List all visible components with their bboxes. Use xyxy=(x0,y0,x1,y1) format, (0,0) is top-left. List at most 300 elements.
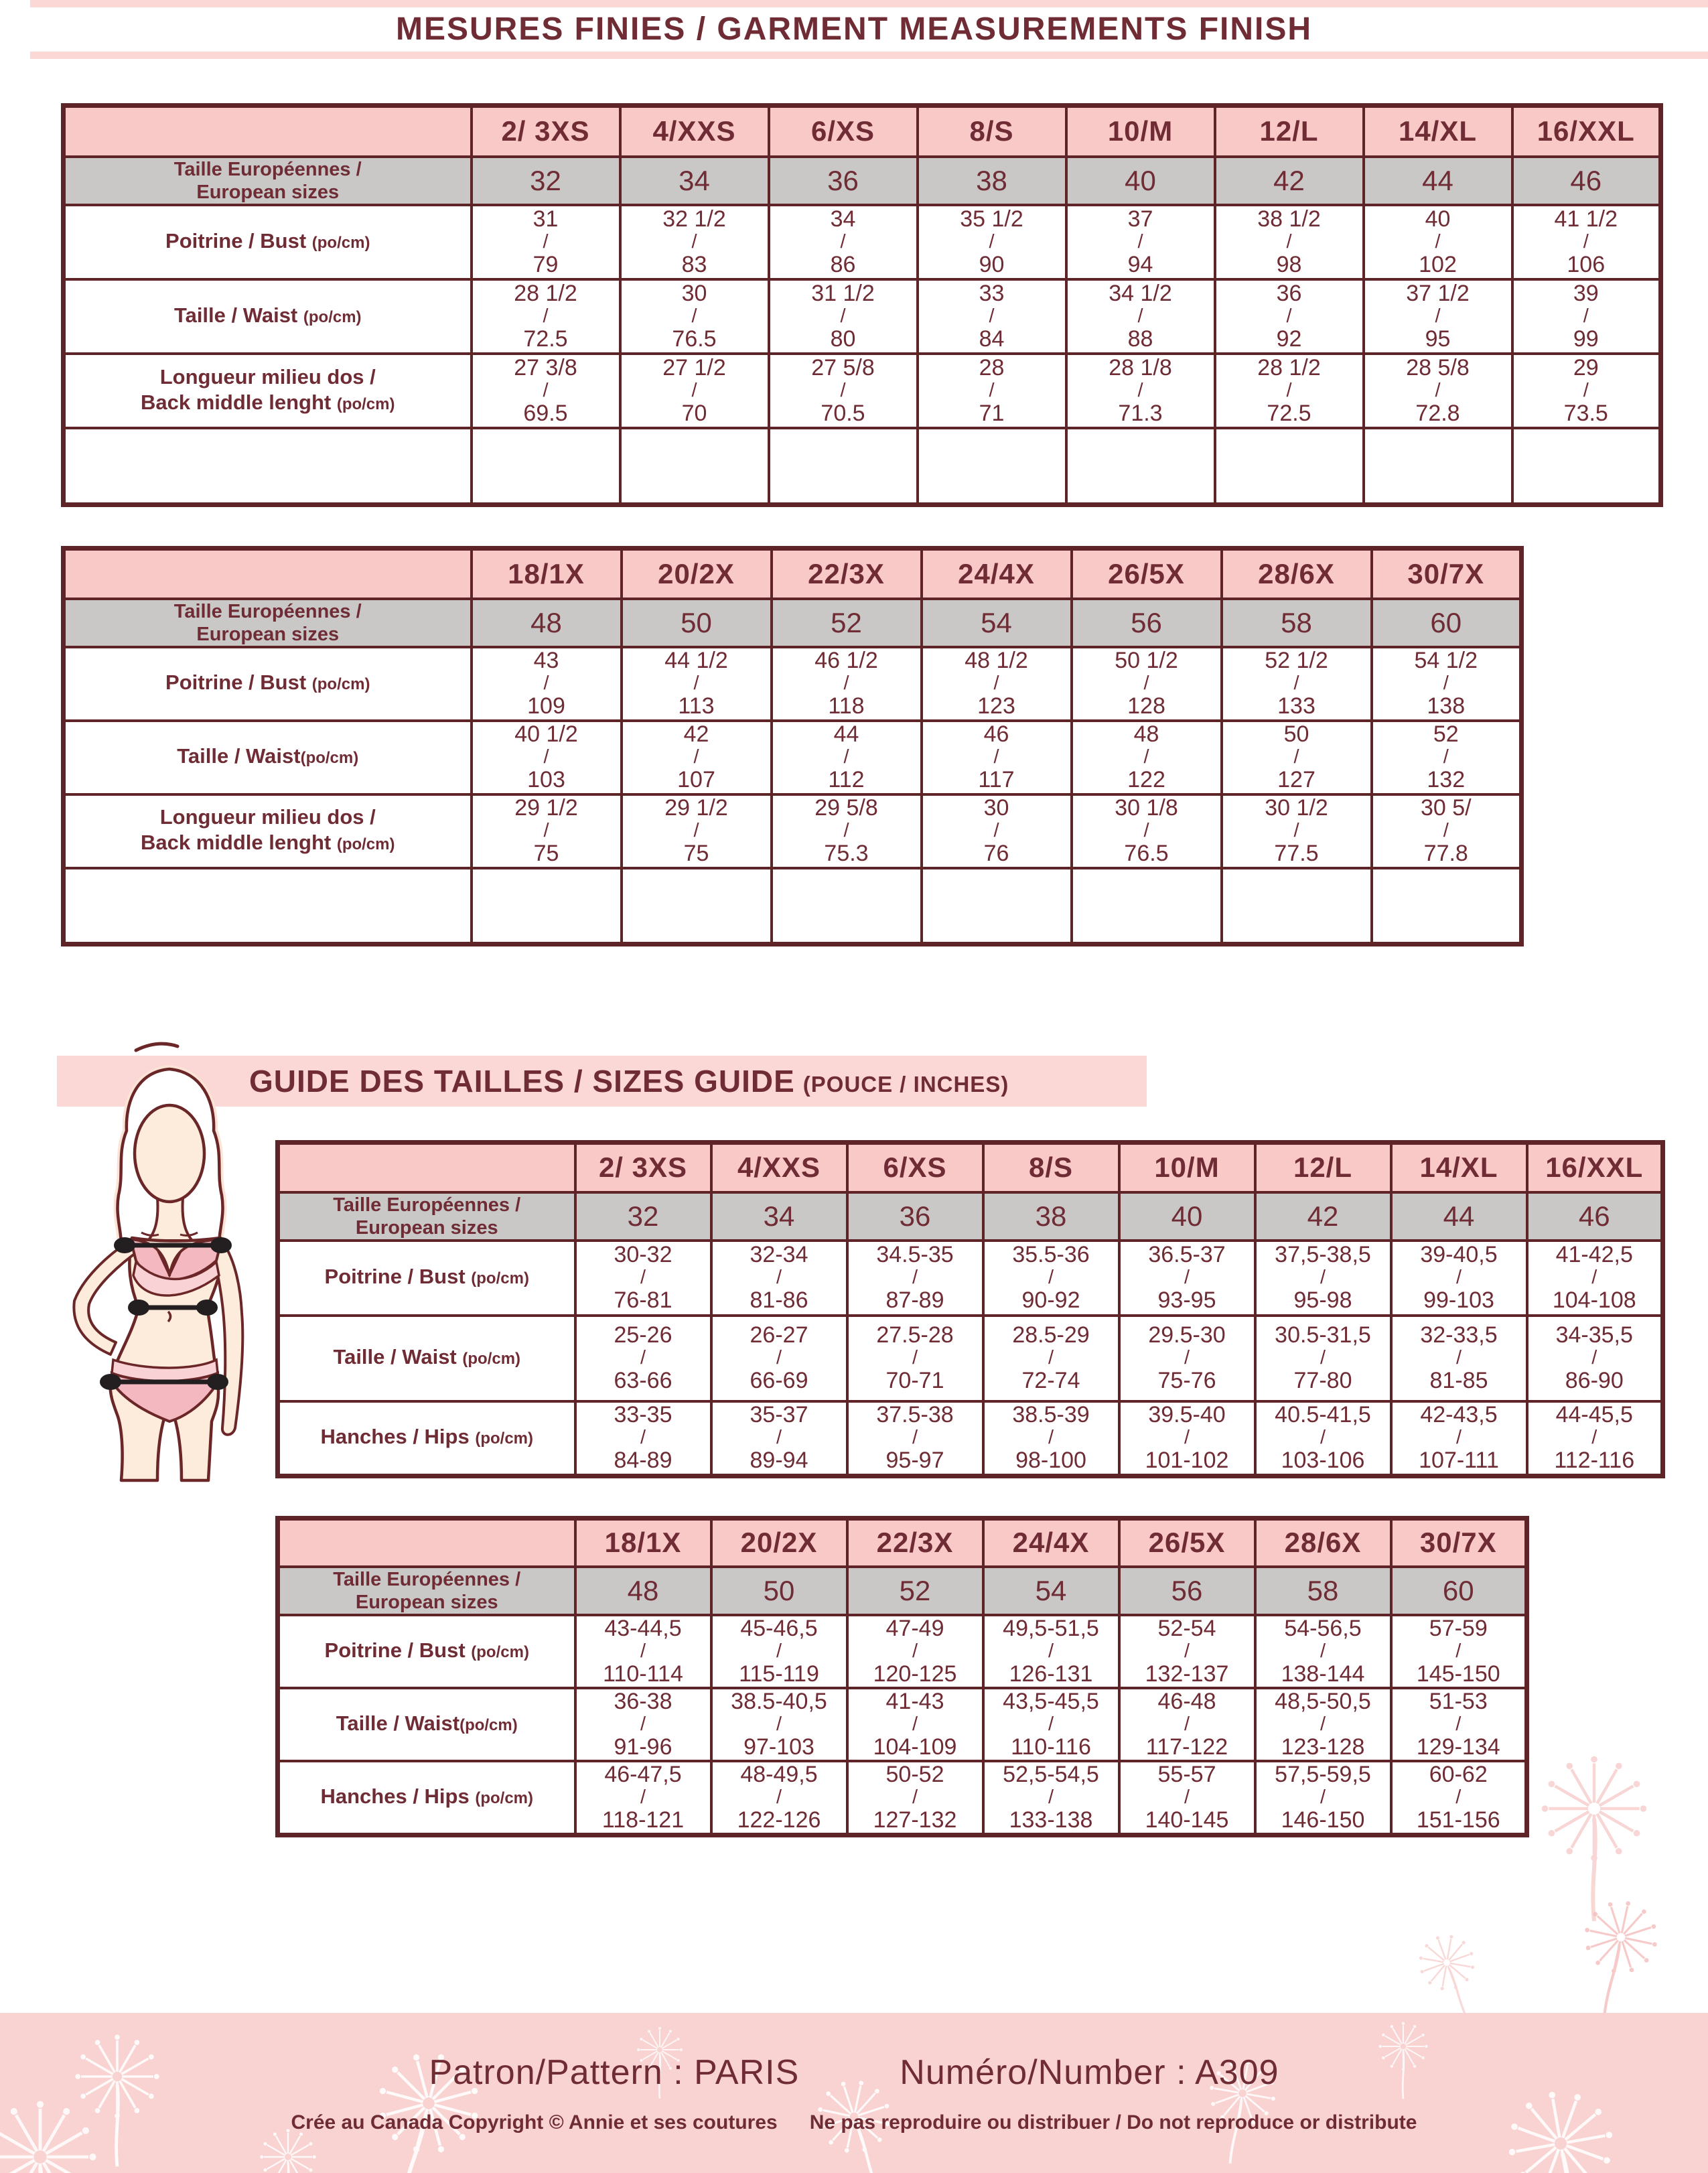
measure-inches: 55-57 xyxy=(1157,1761,1216,1787)
measure-inches: 38.5-39 xyxy=(1012,1402,1090,1428)
measurement-cell xyxy=(769,279,918,354)
fraction-slash: / xyxy=(640,1347,646,1369)
measure-cm: 133 xyxy=(1277,693,1315,719)
measure-cm: 97-103 xyxy=(743,1734,814,1760)
fraction-slash: / xyxy=(640,1713,646,1735)
euro-label-line: European sizes xyxy=(355,1216,498,1239)
euro-size-cell: 58 xyxy=(1255,1567,1391,1615)
measure-cm: 75 xyxy=(683,841,709,866)
fraction-slash: / xyxy=(1320,1267,1326,1288)
row-label-line: Longueur milieu dos / xyxy=(159,364,376,389)
measure-cm: 69.5 xyxy=(523,400,568,426)
header-corner-cell xyxy=(278,1143,575,1192)
row-label-line: Taille / Waist(po/cm) xyxy=(336,1711,518,1735)
measurement-cell xyxy=(772,721,922,794)
measurement-cell xyxy=(1512,279,1661,354)
measure-cm: 128 xyxy=(1127,693,1165,719)
fraction-slash: / xyxy=(1286,230,1292,253)
size-header-cell: 10/M xyxy=(1066,106,1215,157)
fraction-slash: / xyxy=(776,1786,782,1808)
fraction-slash: / xyxy=(691,230,697,253)
measurement-cell xyxy=(1066,279,1215,354)
euro-size-cell: 48 xyxy=(575,1567,711,1615)
fraction-slash: / xyxy=(1286,379,1292,401)
size-header-cell: 28/6X xyxy=(1255,1519,1391,1567)
euro-label-cell xyxy=(278,1567,575,1615)
measure-inches: 28 1/8 xyxy=(1109,354,1172,380)
measurement-cell xyxy=(847,1316,983,1401)
size-header-cell: 30/7X xyxy=(1372,549,1522,599)
measure-cm: 127-132 xyxy=(873,1807,957,1833)
row-label-line: Back middle lenght (po/cm) xyxy=(140,390,395,414)
measurement-cell xyxy=(622,794,772,868)
empty-cell xyxy=(1364,428,1512,505)
row-label-line: Poitrine / Bust (po/cm) xyxy=(324,1638,529,1662)
measurement-cell xyxy=(622,647,772,721)
fraction-slash: / xyxy=(1591,1347,1597,1369)
measurement-row xyxy=(278,1688,1527,1761)
empty-cell xyxy=(1215,428,1364,505)
fraction-slash: / xyxy=(1455,1267,1462,1288)
unit-label: (po/cm) xyxy=(336,835,395,853)
row-label-line: Poitrine / Bust (po/cm) xyxy=(165,228,370,253)
empty-cell xyxy=(620,428,769,505)
measurement-cell xyxy=(847,1761,983,1835)
measurement-cell xyxy=(1364,354,1512,428)
fraction-slash: / xyxy=(1184,1347,1190,1369)
measurement-cell xyxy=(472,205,620,279)
measure-inches: 52,5-54,5 xyxy=(1003,1761,1099,1787)
measure-cm: 103-106 xyxy=(1281,1448,1365,1474)
measure-cm: 87-89 xyxy=(885,1287,944,1313)
measure-inches: 29 xyxy=(1573,354,1599,380)
measure-cm: 66-69 xyxy=(750,1368,808,1393)
fraction-slash: / xyxy=(1455,1713,1462,1735)
measure-cm: 132-137 xyxy=(1145,1661,1229,1687)
empty-cell xyxy=(622,868,772,944)
measure-cm: 98-100 xyxy=(1015,1448,1086,1474)
measure-inches: 46 xyxy=(983,721,1009,747)
euro-size-cell: 34 xyxy=(620,157,769,205)
fraction-slash: / xyxy=(693,820,699,841)
unit-label: (po/cm) xyxy=(300,749,359,767)
size-header-cell: 8/S xyxy=(983,1143,1119,1192)
measure-inches: 29 1/2 xyxy=(664,795,728,821)
measurement-cell xyxy=(922,647,1072,721)
row-label-cell xyxy=(278,1316,575,1401)
measure-inches: 31 1/2 xyxy=(811,280,875,306)
euro-size-cell: 42 xyxy=(1255,1192,1391,1241)
fraction-slash: / xyxy=(776,1713,782,1735)
row-label-line: Taille / Waist (po/cm) xyxy=(333,1345,521,1369)
fraction-slash: / xyxy=(693,746,699,768)
measure-cm: 107 xyxy=(677,767,715,792)
size-header-cell: 16/XXL xyxy=(1512,106,1661,157)
measure-inches: 35.5-36 xyxy=(1012,1242,1090,1267)
measurement-cell xyxy=(847,1615,983,1688)
measure-cm: 90 xyxy=(979,251,1005,277)
dandelion-icon xyxy=(1542,1756,1647,1921)
measurement-cell xyxy=(1364,205,1512,279)
fraction-slash: / xyxy=(840,230,846,253)
euro-size-cell: 54 xyxy=(983,1567,1119,1615)
size-header-cell: 6/XS xyxy=(847,1143,983,1192)
measurement-cell xyxy=(1119,1316,1255,1401)
size-header-cell: 6/XS xyxy=(769,106,918,157)
euro-size-cell: 40 xyxy=(1066,157,1215,205)
unit-label: (po/cm) xyxy=(462,1350,521,1368)
row-label-cell xyxy=(278,1761,575,1835)
fraction-slash: / xyxy=(1591,1267,1597,1288)
measure-inches: 31 xyxy=(532,206,559,232)
fraction-slash: / xyxy=(1293,673,1299,694)
measure-cm: 138 xyxy=(1427,693,1466,719)
size-header-cell: 22/3X xyxy=(772,549,922,599)
measure-inches: 48 xyxy=(1133,721,1159,747)
measurement-cell xyxy=(1066,205,1215,279)
measurement-cell xyxy=(983,1316,1119,1401)
fraction-slash: / xyxy=(776,1267,782,1288)
size-header-cell: 22/3X xyxy=(847,1519,983,1567)
measure-cm: 84 xyxy=(979,326,1005,352)
title-underline-bar xyxy=(30,52,1708,59)
fraction-slash: / xyxy=(1048,1640,1054,1662)
euro-size-cell: 38 xyxy=(918,157,1066,205)
euro-size-cell: 50 xyxy=(711,1567,847,1615)
size-header-cell: 16/XXL xyxy=(1527,1143,1663,1192)
measure-cm: 140-145 xyxy=(1145,1807,1229,1833)
measure-cm: 117 xyxy=(978,767,1015,792)
measurement-row xyxy=(64,205,1661,279)
euro-label-line: Taille Européennes / xyxy=(173,600,362,622)
fraction-slash: / xyxy=(1435,230,1441,253)
fraction-slash: / xyxy=(1435,379,1441,401)
measurement-cell xyxy=(918,279,1066,354)
measure-inches: 34.5-35 xyxy=(876,1242,954,1267)
measure-cm: 138-144 xyxy=(1281,1661,1365,1687)
garment-measurements-table-plus-sizes xyxy=(61,546,1524,947)
empty-row xyxy=(64,428,1661,505)
row-label-cell xyxy=(278,1688,575,1761)
measurement-cell xyxy=(575,1761,711,1835)
measure-inches: 41 1/2 xyxy=(1554,206,1618,232)
measure-cm: 92 xyxy=(1276,326,1302,352)
fraction-slash: / xyxy=(1184,1713,1190,1735)
measure-inches: 47-49 xyxy=(885,1615,944,1641)
measurement-cell xyxy=(472,354,620,428)
measurement-cell xyxy=(575,1688,711,1761)
measure-inches: 34-35,5 xyxy=(1555,1322,1633,1348)
measurement-cell xyxy=(1215,279,1364,354)
measurement-cell xyxy=(1391,1688,1527,1761)
measure-cm: 72.5 xyxy=(1267,400,1311,426)
row-label-cell xyxy=(64,794,472,868)
fraction-slash: / xyxy=(1293,820,1299,841)
measurement-cell xyxy=(1364,279,1512,354)
fraction-slash: / xyxy=(1143,746,1149,768)
size-header-cell: 28/6X xyxy=(1222,549,1372,599)
unit-label: (po/cm) xyxy=(475,1429,534,1448)
empty-row xyxy=(64,868,1522,944)
fraction-slash: / xyxy=(912,1640,918,1662)
measurement-cell xyxy=(1119,1241,1255,1316)
euro-size-cell: 60 xyxy=(1391,1567,1527,1615)
measure-cm: 77.8 xyxy=(1423,841,1468,866)
row-label-line: Taille / Waist (po/cm) xyxy=(173,303,362,327)
measure-cm: 99 xyxy=(1573,326,1599,352)
euro-label-cell xyxy=(278,1192,575,1241)
measurement-cell xyxy=(1527,1401,1663,1476)
measurement-cell xyxy=(1512,354,1661,428)
fraction-slash: / xyxy=(912,1427,918,1449)
euro-size-cell: 56 xyxy=(1072,599,1222,647)
measurement-cell xyxy=(1372,721,1522,794)
fraction-slash: / xyxy=(640,1427,646,1449)
measurement-row xyxy=(64,647,1522,721)
size-header-cell: 12/L xyxy=(1215,106,1364,157)
measure-inches: 33-35 xyxy=(614,1402,672,1428)
measurement-cell xyxy=(922,721,1072,794)
euro-label-line: European sizes xyxy=(196,623,340,645)
measure-cm: 123-128 xyxy=(1281,1734,1365,1760)
measure-inches: 34 xyxy=(830,206,856,232)
measure-cm: 123 xyxy=(977,693,1015,719)
header-corner-cell xyxy=(278,1519,575,1567)
measure-cm: 132 xyxy=(1427,767,1466,792)
fraction-slash: / xyxy=(1455,1786,1462,1808)
measure-cm: 79 xyxy=(532,251,559,277)
measure-inches: 42-43,5 xyxy=(1420,1402,1498,1428)
unit-label: (po/cm) xyxy=(471,1642,529,1661)
measurement-cell xyxy=(575,1241,711,1316)
measure-cm: 83 xyxy=(681,251,707,277)
measure-cm: 145-150 xyxy=(1416,1661,1500,1687)
euro-size-cell: 44 xyxy=(1391,1192,1527,1241)
measure-cm: 118 xyxy=(828,693,865,719)
size-header-cell: 8/S xyxy=(918,106,1066,157)
measure-inches: 50 1/2 xyxy=(1115,648,1178,673)
size-header-cell: 20/2X xyxy=(622,549,772,599)
empty-cell xyxy=(769,428,918,505)
measure-inches: 36-38 xyxy=(614,1688,672,1714)
measurement-cell xyxy=(1255,1241,1391,1316)
measure-cm: 129-134 xyxy=(1416,1734,1500,1760)
empty-cell xyxy=(918,428,1066,505)
fraction-slash: / xyxy=(1184,1267,1190,1288)
fraction-slash: / xyxy=(843,820,849,841)
measure-cm: 75.3 xyxy=(824,841,869,866)
dandelion-icon xyxy=(260,2129,316,2173)
euro-size-cell: 58 xyxy=(1222,599,1372,647)
measure-cm: 75 xyxy=(533,841,559,866)
measurement-cell xyxy=(1119,1688,1255,1761)
measurement-cell xyxy=(472,721,622,794)
euro-size-cell: 44 xyxy=(1364,157,1512,205)
measurement-cell xyxy=(772,794,922,868)
size-header-row xyxy=(278,1143,1663,1192)
euro-size-cell: 48 xyxy=(472,599,622,647)
size-header-cell: 26/5X xyxy=(1119,1519,1255,1567)
fraction-slash: / xyxy=(1320,1640,1326,1662)
euro-size-cell: 42 xyxy=(1215,157,1364,205)
measure-inches: 50-52 xyxy=(885,1761,944,1787)
measurement-cell xyxy=(1119,1761,1255,1835)
fraction-slash: / xyxy=(1443,746,1449,768)
measure-cm: 94 xyxy=(1127,251,1153,277)
measurement-cell xyxy=(1222,794,1372,868)
size-header-cell: 14/XL xyxy=(1391,1143,1527,1192)
euro-size-row xyxy=(278,1567,1527,1615)
measurement-cell xyxy=(1066,354,1215,428)
row-label-line: Poitrine / Bust (po/cm) xyxy=(165,671,370,694)
measure-cm: 126-131 xyxy=(1009,1661,1093,1687)
measure-inches: 30 xyxy=(681,280,707,306)
measurement-cell xyxy=(711,1615,847,1688)
measure-cm: 106 xyxy=(1567,251,1606,277)
fraction-slash: / xyxy=(1048,1786,1054,1808)
size-header-row xyxy=(278,1519,1527,1567)
unit-label: (po/cm) xyxy=(475,1789,534,1807)
measure-cm: 86 xyxy=(830,251,856,277)
size-header-cell: 24/4X xyxy=(983,1519,1119,1567)
measurement-cell xyxy=(1222,721,1372,794)
measure-inches: 29 1/2 xyxy=(514,795,578,821)
measure-inches: 49,5-51,5 xyxy=(1003,1615,1099,1641)
euro-size-cell: 46 xyxy=(1512,157,1661,205)
measure-cm: 89-94 xyxy=(750,1448,808,1474)
dandelion-icon xyxy=(1411,1926,1493,2013)
row-label-line: Poitrine / Bust (po/cm) xyxy=(324,1265,529,1288)
size-header-cell: 12/L xyxy=(1255,1143,1391,1192)
fraction-slash: / xyxy=(1583,230,1589,253)
measure-inches: 27 1/2 xyxy=(662,354,726,380)
euro-size-cell: 36 xyxy=(847,1192,983,1241)
measurement-cell xyxy=(1391,1401,1527,1476)
measure-inches: 29 5/8 xyxy=(814,795,878,821)
measure-cm: 151-156 xyxy=(1416,1807,1500,1833)
measure-inches: 52-54 xyxy=(1157,1615,1216,1641)
fraction-slash: / xyxy=(1455,1347,1462,1369)
measure-cm: 95 xyxy=(1425,326,1451,352)
fraction-slash: / xyxy=(693,673,699,694)
fraction-slash: / xyxy=(691,305,697,327)
fraction-slash: / xyxy=(843,746,849,768)
empty-cell xyxy=(1072,868,1222,944)
measure-inches: 36.5-37 xyxy=(1148,1242,1226,1267)
measure-cm: 71 xyxy=(979,400,1005,426)
header-corner-cell xyxy=(64,106,472,157)
measure-inches: 54 1/2 xyxy=(1414,648,1478,673)
euro-label-line: European sizes xyxy=(196,181,340,203)
euro-size-cell: 52 xyxy=(772,599,922,647)
measure-cm: 118-121 xyxy=(601,1807,685,1833)
measure-cm: 77.5 xyxy=(1274,841,1319,866)
row-label-cell xyxy=(278,1615,575,1688)
fraction-slash: / xyxy=(1583,305,1589,327)
measure-cm: 70-71 xyxy=(885,1368,944,1393)
size-header-cell: 18/1X xyxy=(575,1519,711,1567)
fraction-slash: / xyxy=(1286,305,1292,327)
sizes-guide-title xyxy=(249,1063,1009,1099)
dandelion-icon xyxy=(1569,1894,1664,2013)
empty-cell xyxy=(1512,428,1661,505)
measure-cm: 75-76 xyxy=(1157,1368,1216,1393)
page-title: MESURES FINIES / GARMENT MEASUREMENTS FINISH xyxy=(395,11,1313,47)
euro-size-cell: 32 xyxy=(472,157,620,205)
fraction-slash: / xyxy=(776,1640,782,1662)
measure-cm: 76.5 xyxy=(1124,841,1169,866)
measure-inches: 48 1/2 xyxy=(965,648,1028,673)
measure-inches: 36 xyxy=(1276,280,1302,306)
row-label-cell xyxy=(64,205,472,279)
measure-inches: 51-53 xyxy=(1429,1688,1488,1714)
sizes-guide-title-text: GUIDE DES TAILLES / SIZES GUIDE xyxy=(249,1064,795,1099)
measure-cm: 113 xyxy=(678,693,715,719)
measurement-row xyxy=(64,794,1522,868)
measurement-cell xyxy=(1391,1241,1527,1316)
measurement-cell xyxy=(1255,1688,1391,1761)
euro-label-line: Taille Européennes / xyxy=(333,1568,521,1590)
fraction-slash: / xyxy=(1184,1427,1190,1449)
fraction-slash: / xyxy=(1591,1427,1597,1449)
measure-cm: 72.8 xyxy=(1415,400,1460,426)
fraction-slash: / xyxy=(691,379,697,401)
row-label-cell xyxy=(64,354,472,428)
fraction-slash: / xyxy=(640,1267,646,1288)
measure-cm: 102 xyxy=(1419,251,1457,277)
measure-cm: 71.3 xyxy=(1118,400,1163,426)
measure-inches: 28 1/2 xyxy=(1257,354,1321,380)
measure-cm: 104-109 xyxy=(873,1734,957,1760)
fraction-slash: / xyxy=(1048,1713,1054,1735)
measurement-cell xyxy=(1255,1761,1391,1835)
measure-cm: 70 xyxy=(681,400,707,426)
measure-cm: 115-119 xyxy=(739,1661,819,1687)
euro-label-cell xyxy=(64,599,472,647)
row-label-line: Taille / Waist(po/cm) xyxy=(177,744,359,768)
measure-inches: 46-47,5 xyxy=(604,1761,682,1787)
measurement-cell xyxy=(1527,1241,1663,1316)
measurement-cell xyxy=(575,1316,711,1401)
fraction-slash: / xyxy=(1184,1640,1190,1662)
measurement-row xyxy=(278,1316,1663,1401)
measure-cm: 76 xyxy=(983,841,1009,866)
measure-inches: 37 1/2 xyxy=(1406,280,1470,306)
fraction-slash: / xyxy=(640,1640,646,1662)
measure-cm: 122-126 xyxy=(737,1807,821,1833)
fraction-slash: / xyxy=(640,1786,646,1808)
size-header-cell: 2/ 3XS xyxy=(575,1143,711,1192)
measurement-cell xyxy=(1391,1316,1527,1401)
size-header-row xyxy=(64,549,1522,599)
measurement-cell xyxy=(1119,1401,1255,1476)
measure-cm: 81-85 xyxy=(1429,1368,1488,1393)
measure-cm: 146-150 xyxy=(1281,1807,1365,1833)
sizes-guide-subtitle: (POUCE / INCHES) xyxy=(802,1072,1009,1097)
measurement-cell xyxy=(620,354,769,428)
measure-cm: 122 xyxy=(1127,767,1165,792)
measure-inches: 37 xyxy=(1127,206,1153,232)
measurement-cell xyxy=(711,1761,847,1835)
measure-inches: 43,5-45,5 xyxy=(1003,1688,1099,1714)
measure-inches: 60-62 xyxy=(1429,1761,1488,1787)
measurement-row xyxy=(278,1761,1527,1835)
fraction-slash: / xyxy=(912,1347,918,1369)
fraction-slash: / xyxy=(1455,1640,1462,1662)
header-corner-cell xyxy=(64,549,472,599)
fraction-slash: / xyxy=(989,305,995,327)
euro-label-line: European sizes xyxy=(355,1591,498,1613)
